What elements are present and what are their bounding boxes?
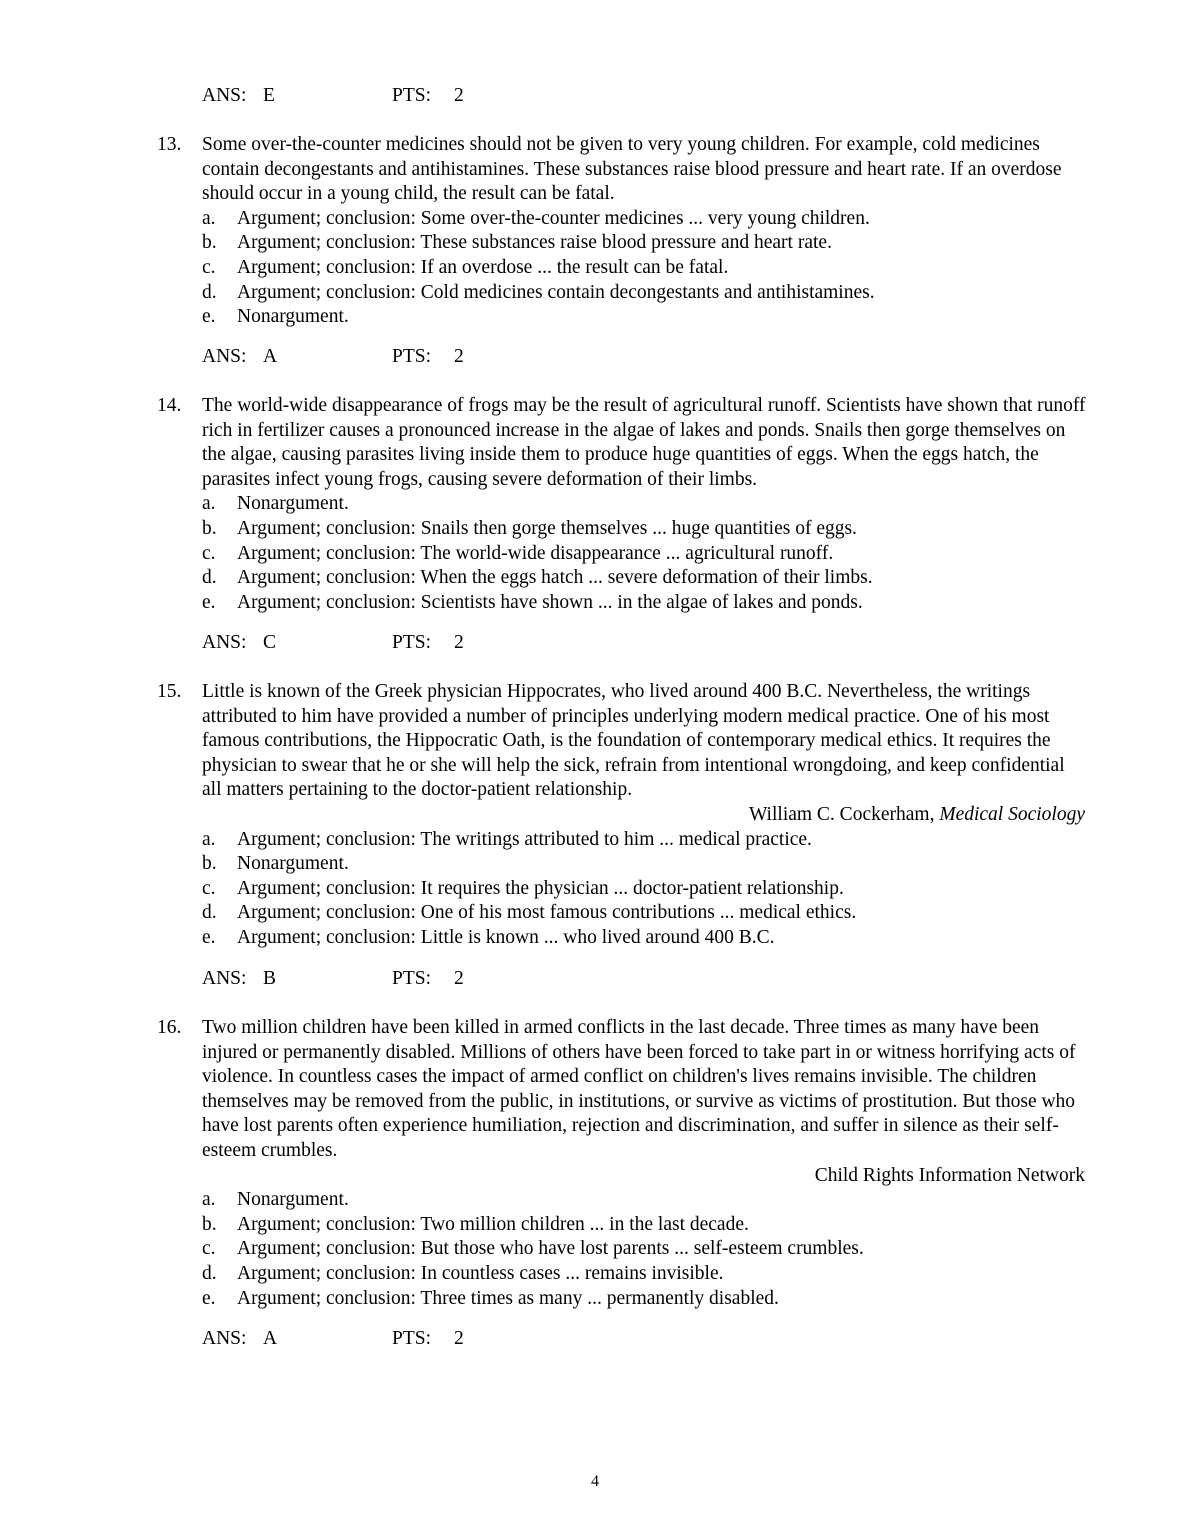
option-e — [202, 926, 1190, 951]
option-letter: e. — [202, 1287, 216, 1309]
option-c — [202, 877, 1190, 902]
option-text: Argument; conclusion: These substances raise blood pressure and heart rate. — [237, 232, 832, 254]
question-16 — [0, 1016, 1190, 1311]
option-text: Argument; conclusion: The writings attributed to him ... medical practice. — [237, 828, 812, 850]
option-d — [202, 566, 1190, 591]
option-letter: b. — [202, 853, 217, 875]
option-a — [202, 492, 1190, 517]
option-letter: a. — [202, 493, 216, 515]
option-text: Argument; conclusion: Snails then gorge themselves ... huge quantities of eggs. — [237, 517, 857, 539]
option-a — [202, 828, 1190, 853]
option-text: Argument; conclusion: Three times as many ... permanently disabled. — [237, 1287, 779, 1309]
question-14 — [0, 394, 1190, 615]
question-number: 16. — [157, 1017, 182, 1038]
option-text: Argument; conclusion: If an overdose ... the result can be fatal. — [237, 256, 729, 278]
option-text: Argument; conclusion: Two million children ... in the last decade. — [237, 1213, 749, 1235]
option-text: Argument; conclusion: Little is known ... who lived around 400 B.C. — [237, 926, 775, 948]
option-e — [202, 591, 1190, 616]
option-letter: d. — [202, 902, 217, 924]
question-source — [202, 803, 1085, 828]
question-number: 14. — [157, 395, 182, 416]
option-text: Nonargument. — [237, 853, 349, 875]
option-letter: c. — [202, 542, 216, 564]
option-text: Argument; conclusion: It requires the physician ... doctor-patient relationship. — [237, 877, 844, 899]
source-author: William C. Cockerham, — [748, 803, 940, 825]
option-letter: c. — [202, 1238, 216, 1260]
option-text: Argument; conclusion: One of his most famous contributions ... medical ethics. — [237, 902, 857, 924]
question-number: 15. — [157, 681, 182, 702]
option-letter: b. — [202, 517, 217, 539]
option-letter: c. — [202, 256, 216, 278]
option-text: Argument; conclusion: In countless cases ... remains invisible. — [237, 1262, 724, 1284]
option-letter: b. — [202, 1213, 217, 1235]
answer-value: B — [263, 968, 277, 989]
option-c — [202, 256, 1190, 281]
option-b — [202, 852, 1190, 877]
option-d — [202, 901, 1190, 926]
option-a — [202, 1188, 1190, 1213]
points-value: 2 — [454, 1328, 464, 1349]
answer-label: ANS: — [202, 632, 247, 653]
answer-options — [0, 492, 1190, 615]
option-letter: d. — [202, 567, 217, 589]
page-number: 4 — [591, 1473, 599, 1490]
answer-options — [0, 207, 1190, 330]
option-letter: e. — [202, 306, 216, 328]
option-e — [202, 305, 1190, 330]
answer-value: E — [263, 85, 275, 106]
points-value: 2 — [454, 968, 464, 989]
points-label: PTS: — [392, 968, 432, 989]
points-label: PTS: — [392, 632, 432, 653]
question-text: The world-wide disappearance of frogs may be the result of agricultural runoff. Scientists have shown that runoff rich in fertilizer causes a pronounced increase in the algae of lakes and ponds. Snails then gorge themselves on the algae, causing parasites living inside them to produce huge quantities of eggs. When the eggs hatch, the parasites infect young frogs, causing severe deformation of their limbs. — [202, 395, 1086, 490]
option-letter: d. — [202, 281, 217, 303]
answer-value: A — [263, 1328, 278, 1349]
points-value: 2 — [454, 632, 464, 653]
option-text: Argument; conclusion: Scientists have shown ... in the algae of lakes and ponds. — [237, 591, 863, 613]
option-letter: c. — [202, 877, 216, 899]
question-13 — [0, 133, 1190, 330]
option-letter: e. — [202, 591, 216, 613]
option-letter: d. — [202, 1262, 217, 1284]
answer-label: ANS: — [202, 346, 247, 367]
option-c — [202, 1237, 1190, 1262]
option-letter: a. — [202, 207, 216, 229]
question-text: Two million children have been killed in armed conflicts in the last decade. Three times as many have been injured or permanently disabled. Millions of others have been forced to take part in or witness horrifying acts of violence. In countless cases the impact of armed conflict on children's lives remains invisible. The children themselves may be removed from the public, in institutions, or survive as victims of prostitution. But those who have lost parents often experience humiliation, rejection and discrimination, and suffer in silence as their self-esteem crumbles. — [202, 1017, 1076, 1161]
option-text: Nonargument. — [237, 306, 349, 328]
question-15 — [0, 680, 1190, 951]
option-b — [202, 1213, 1190, 1238]
option-b — [202, 517, 1190, 542]
option-letter: b. — [202, 232, 217, 254]
option-text: Nonargument. — [237, 493, 349, 515]
answer-options — [0, 828, 1190, 951]
answer-label: ANS: — [202, 1328, 247, 1349]
question-text: Little is known of the Greek physician Hippocrates, who lived around 400 B.C. Nevertheless, the writings attributed to him have provided a number of principles underlying modern medical practice. One of his most famous contributions, the Hippocratic Oath, is the foundation of contemporary medical ethics. It requires the physician to swear that he or she will help the sick, refrain from intentional wrongdoing, and keep confidential all matters pertaining to the doctor-patient relationship. — [202, 681, 1065, 801]
points-label: PTS: — [392, 85, 432, 106]
question-text: Some over-the-counter medicines should not be given to very young children. For example, cold medicines contain decongestants and antihistamines. These substances raise blood pressure and heart rate. If an overdose should occur in a young child, the result can be fatal. — [202, 134, 1062, 205]
answer-label: ANS: — [202, 968, 247, 989]
option-letter: a. — [202, 828, 216, 850]
option-a — [202, 207, 1190, 232]
option-letter: a. — [202, 1189, 216, 1211]
source-title: Medical Sociology — [939, 803, 1085, 825]
answer-options — [0, 1188, 1190, 1311]
option-text: Argument; conclusion: Some over-the-counter medicines ... very young children. — [237, 207, 870, 229]
option-text: Argument; conclusion: But those who have lost parents ... self-esteem crumbles. — [237, 1238, 864, 1260]
option-c — [202, 542, 1190, 567]
points-label: PTS: — [392, 346, 432, 367]
question-number: 13. — [157, 134, 182, 155]
option-letter: e. — [202, 926, 216, 948]
points-value: 2 — [454, 346, 464, 367]
option-text: Argument; conclusion: The world-wide disappearance ... agricultural runoff. — [237, 542, 834, 564]
option-e — [202, 1287, 1190, 1312]
answer-label: ANS: — [202, 85, 247, 106]
option-d — [202, 1262, 1190, 1287]
option-text: Nonargument. — [237, 1189, 349, 1211]
option-text: Argument; conclusion: When the eggs hatch ... severe deformation of their limbs. — [237, 567, 873, 589]
points-value: 2 — [454, 85, 464, 106]
answer-value: A — [263, 346, 278, 367]
points-label: PTS: — [392, 1328, 432, 1349]
answer-value: C — [263, 632, 277, 653]
option-text: Argument; conclusion: Cold medicines contain decongestants and antihistamines. — [237, 281, 875, 303]
question-source: Child Rights Information Network — [814, 1164, 1085, 1186]
option-d — [202, 281, 1190, 306]
option-b — [202, 231, 1190, 256]
